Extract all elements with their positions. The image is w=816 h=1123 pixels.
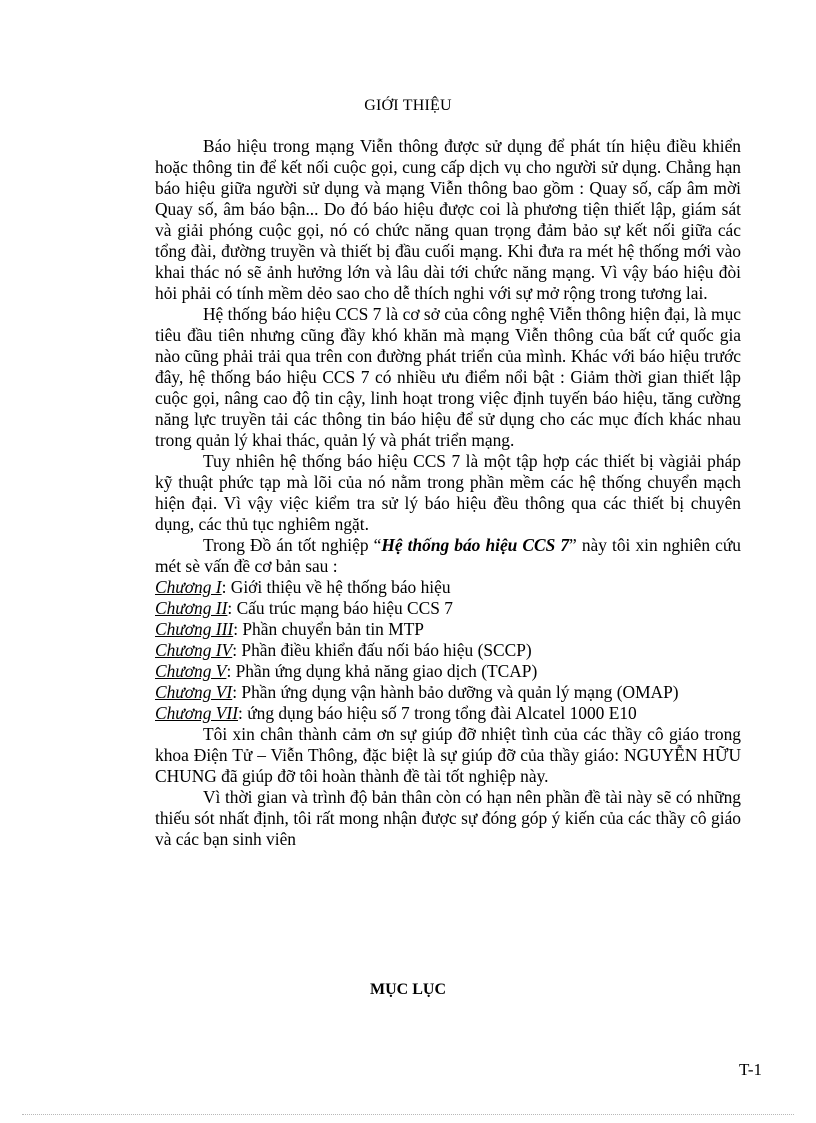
paragraph-ccs7-advantages: Hệ thống báo hiệu CCS 7 là cơ sở của công nghệ Viễn thông hiện đại, là mục tiêu đầu tiên nhưng cũng đầy khó khăn mà mạng Viễn thông của bất cứ quốc gia nào cũng phải trải qua trên con đường phát triển của mình. Khác với báo hiệu trước đây, hệ thống báo hiệu CCS 7 có nhiều ưu điểm nổi bật : Giảm thời gian thiết lập cuộc gọi, nâng cao độ tin cậy, linh hoạt trong việc định tuyến báo hiệu, tăng cường năng lực truyền tải các thông tin báo hiệu để sử dụng cho các mục đích khác nhau trong quản lý khai thác, quản lý và phát triển mạng.	[155, 304, 741, 450]
chapter-label: Chương IV	[155, 640, 233, 660]
paragraph-acknowledgement: Tôi xin chân thành cảm ơn sự giúp đỡ nhiệt tình của các thầy cô giáo trong khoa Điện Tử – Viễn Thông, đặc biệt là sự giúp đỡ của thầy giáo: NGUYỄN HỮU CHUNG đã giúp đỡ tôi hoàn thành đề tài tốt nghiệp này.	[155, 724, 741, 786]
paragraph-intro-signaling: Báo hiệu trong mạng Viễn thông được sử dụng để phát tín hiệu điều khiển hoặc thông tin để kết nối cuộc gọi, cung cấp dịch vụ cho người sử dụng. Chẳng hạn báo hiệu giữa người sử dụng và mạng Viễn thông bao gồm : Quay số, cấp âm mời Quay số, âm báo bận... Do đó báo hiệu được coi là phương tiện thiết lập, giám sát và giải phóng cuộc gọi, nó có chức năng quan trọng đảm bảo sự kết nối giữa các tổng đài, đường truyền và thiết bị đầu cuối mạng. Khi đưa ra mét hệ thống mới vào khai thác nó sẽ ảnh hưởng lớn và lâu dài tới chức năng mạng. Vì vậy báo hiệu đòi hỏi phải có tính mềm dẻo sao cho dễ thích nghi với sự mở rộng trong tương lai.	[155, 136, 741, 303]
chapter-label: Chương III	[155, 619, 234, 639]
chapter-item	[155, 598, 741, 619]
table-of-contents-heading: MỤC LỤC	[370, 981, 446, 998]
chapter-text: : ứng dụng báo hiệu số 7 trong tổng đài Alcatel 1000 E10	[238, 703, 637, 723]
paragraph-thesis-topic	[155, 535, 741, 577]
thesis-topic-after: ” này tôi xin nghiên cứu mét sè vấn đề cơ bản sau :	[155, 535, 741, 576]
chapter-text: : Phần ứng dụng vận hành bảo dưỡng và quản lý mạng (OMAP)	[232, 682, 679, 702]
paragraph-closing: Vì thời gian và trình độ bản thân còn có hạn nên phần đề tài này sẽ có những thiếu sót nhất định, tôi rất mong nhận được sự đóng góp ý kiến của các thầy cô giáo và các bạn sinh viên	[155, 787, 741, 849]
chapter-text: : Phần điều khiển đấu nối báo hiệu (SCCP)	[232, 640, 532, 660]
chapter-text: : Phần chuyển bản tin MTP	[233, 619, 424, 639]
paragraph-ccs7-complexity: Tuy nhiên hệ thống báo hiệu CCS 7 là một tập hợp các thiết bị vàgiải pháp kỹ thuật phức tạp mà lõi của nó nằm trong phần mềm các hệ thống chuyển mạch hiện đại. Vì vậy việc kiểm tra sử lý báo hiệu đều thông qua các thiết bị chuyên dụng, các thủ tục nghiêm ngặt.	[155, 451, 741, 534]
chapter-label: Chương I	[155, 577, 222, 597]
page-number: T-1	[739, 1060, 762, 1079]
chapter-item	[155, 682, 741, 703]
chapter-item	[155, 703, 741, 724]
chapter-item	[155, 640, 741, 661]
chapter-label: Chương II	[155, 598, 228, 618]
chapter-label: Chương V	[155, 661, 227, 681]
thesis-title: Hệ thống báo hiệu CCS 7	[381, 535, 570, 555]
thesis-topic-before: Trong Đồ án tốt nghiệp “	[203, 535, 382, 555]
chapter-item	[155, 619, 741, 640]
chapter-text: : Giới thiệu về hệ thống báo hiệu	[221, 577, 451, 597]
page-title: GIỚI THIỆU	[364, 97, 452, 114]
chapter-item	[155, 577, 741, 598]
document-body	[155, 136, 741, 850]
chapter-text: : Cấu trúc mạng báo hiệu CCS 7	[227, 598, 453, 618]
chapter-list	[155, 577, 741, 724]
chapter-item	[155, 661, 741, 682]
page-bottom-dotted-rule	[22, 1114, 794, 1115]
chapter-text: : Phần ứng dụng khả năng giao dịch (TCAP)	[226, 661, 538, 681]
chapter-label: Chương VII	[155, 703, 239, 723]
chapter-label: Chương VI	[155, 682, 233, 702]
